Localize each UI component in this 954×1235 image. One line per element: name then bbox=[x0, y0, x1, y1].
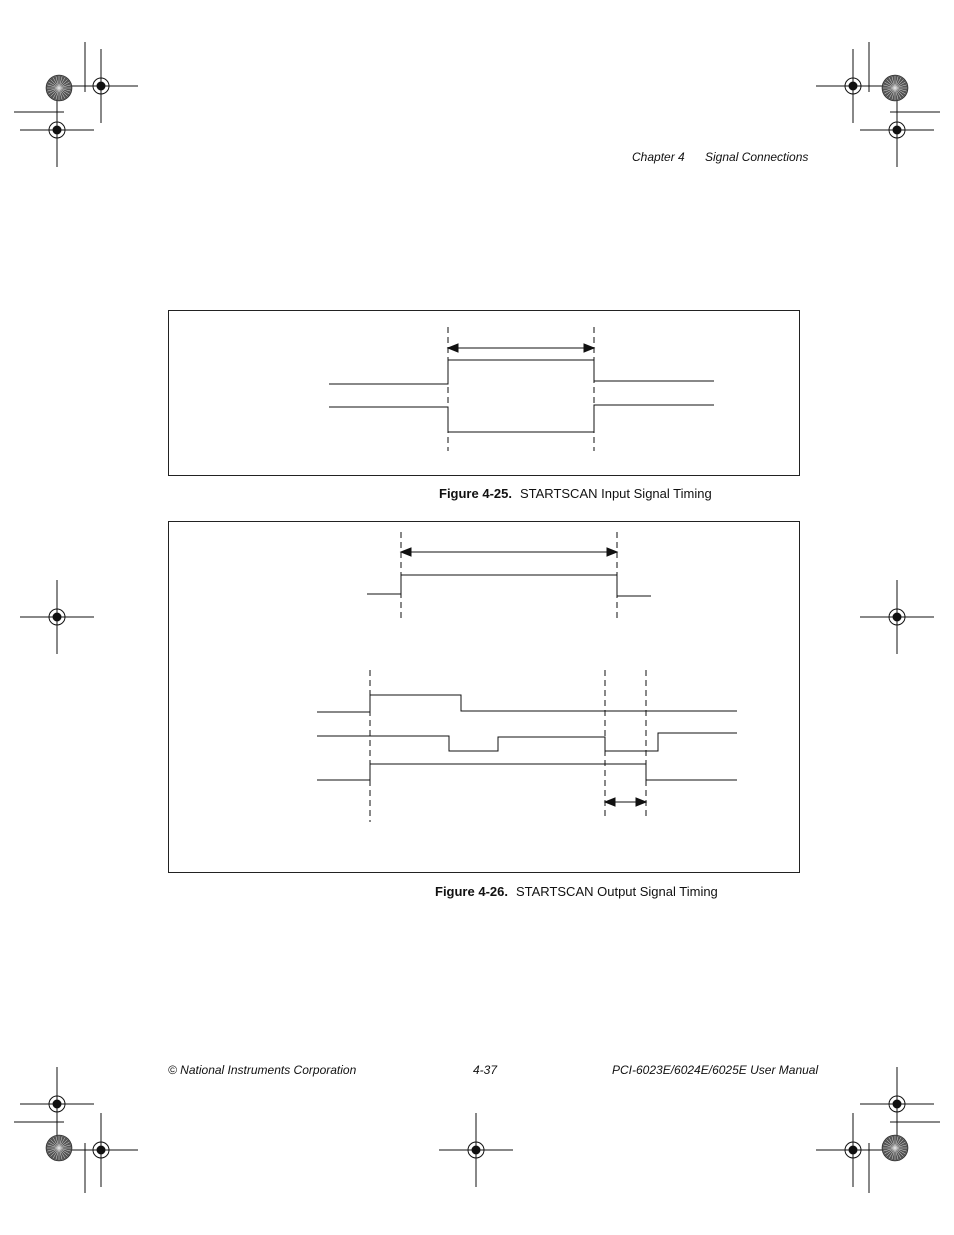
signal-trace-3 bbox=[317, 764, 737, 780]
crosshair-target-icon bbox=[64, 1113, 138, 1187]
crosshair-target-icon bbox=[20, 93, 94, 167]
figure-caption: Figure 4-26. STARTSCAN Output Signal Timing bbox=[435, 884, 718, 899]
signal-trace-2 bbox=[317, 733, 737, 751]
crosshair-target-icon bbox=[860, 580, 934, 654]
signal-trace-1 bbox=[317, 695, 737, 712]
crosshair-target-icon bbox=[860, 1067, 934, 1141]
signal-trace-falling bbox=[329, 405, 714, 432]
figure-4-26-timing-diagram bbox=[168, 521, 800, 873]
crosshair-target-icon bbox=[816, 1113, 890, 1187]
footer-page-number: 4-37 bbox=[473, 1063, 498, 1077]
crosshair-target-icon bbox=[20, 1067, 94, 1141]
crosshair-target-icon bbox=[20, 580, 94, 654]
footer-manual-title: PCI-6023E/6024E/6025E User Manual bbox=[612, 1063, 819, 1077]
crosshair-target-icon bbox=[64, 49, 138, 123]
crosshair-target-icon bbox=[816, 49, 890, 123]
crosshair-target-icon bbox=[860, 93, 934, 167]
figure-4-25-timing-diagram bbox=[168, 310, 800, 476]
signal-trace-pulse bbox=[367, 575, 651, 596]
figure-caption: Figure 4-25. STARTSCAN Input Signal Timing bbox=[439, 486, 712, 501]
signal-trace-rising bbox=[329, 360, 714, 384]
header-section: Signal Connections bbox=[705, 150, 809, 164]
footer-copyright: © National Instruments Corporation bbox=[168, 1063, 357, 1077]
header-chapter: Chapter 4 bbox=[632, 150, 685, 164]
crosshair-target-icon bbox=[439, 1113, 513, 1187]
